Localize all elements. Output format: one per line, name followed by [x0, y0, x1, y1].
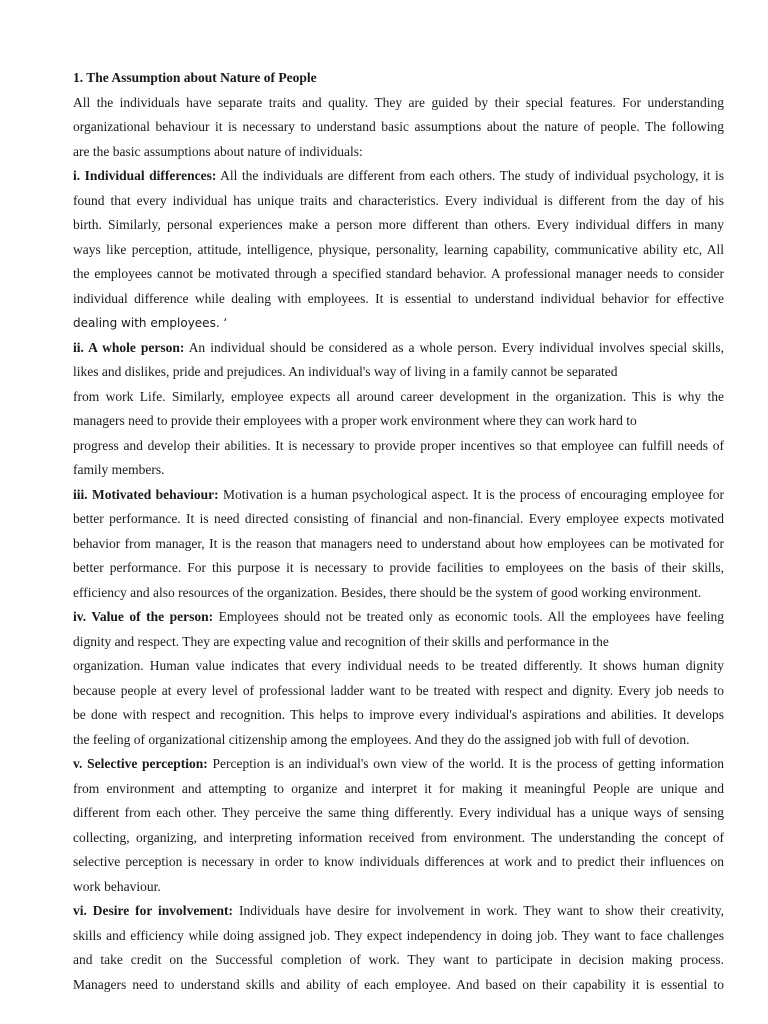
- section-title: 1. The Assumption about Nature of People: [73, 70, 317, 85]
- paragraph-line: better performance. For this purpose it is necessary to provide facilities to employees on the basis of their skills,: [73, 560, 724, 575]
- paragraph-line: birth. Similarly, personal experiences make a person more different than others. Every individual differs in many: [73, 217, 724, 232]
- paragraph-line: behavior from manager, It is the reason that managers need to understand about how employees can be motivated for: [73, 535, 724, 551]
- paragraph-line: dealing with employees. ‘: [73, 316, 228, 330]
- paragraph-line: likes and dislikes, pride and prejudices. An individual's way of living in a family cannot be separated: [73, 364, 618, 379]
- paragraph-line: because people at every level of professional ladder want to be treated with respect and dignity. Every job needs to: [73, 682, 724, 698]
- paragraph-text: All the individuals are different from each others. The study of individual psychology, it is: [216, 168, 725, 183]
- paragraph-line: selective perception is necessary in order to know individuals differences at work and to predict their influences on: [73, 854, 724, 869]
- value-of-person-first-line: [73, 605, 724, 630]
- paragraph-line: the feeling of organizational citizenship among the employees. And they do the assigned job with full of devotion.: [73, 731, 690, 747]
- paragraph-line: managers need to provide their employees with a proper work environment where they can work hard to: [73, 413, 637, 428]
- paragraph-line: found that every individual has unique traits and characteristics. Every individual is different from the day of his: [73, 192, 724, 208]
- paragraph-line: from work Life. Similarly, employee expects all around career development in the organization. This is why the: [73, 388, 724, 404]
- paragraph-line: organization. Human value indicates that every individual needs to be treated differently. It shows human dignity: [73, 658, 724, 673]
- paragraph-text: Individuals have desire for involvement in work. They want to show their creativity,: [233, 903, 725, 918]
- paragraph-line: family members.: [73, 462, 165, 477]
- intro-line: are the basic assumptions about nature of individuals:: [73, 143, 363, 159]
- intro-line: organizational behaviour it is necessary to understand basic assumptions about the nature of people. The following: [73, 119, 724, 134]
- whole-person-first-line: [73, 336, 724, 361]
- paragraph-line: skills and efficiency while doing assigned job. They expect independency in doing job. They want to face challenges: [73, 927, 724, 943]
- desire-for-involvement-heading: vi. Desire for involvement:: [73, 903, 234, 918]
- selective-perception-first-line: [73, 752, 724, 777]
- paragraph-line: collecting, organizing, and interpreting information received from environment. The understanding the concept of: [73, 829, 724, 845]
- paragraph-line: be done with respect and recognition. This helps to improve every individual's aspirations and abilities. It develops: [73, 707, 724, 722]
- individual-differences-first-line: [73, 164, 724, 189]
- paragraph-text: Perception is an individual's own view of the world. It is the process of getting information: [207, 756, 724, 771]
- paragraph-line: ways like perception, attitude, intelligence, physique, personality, learning capability, communicative ability etc, All: [73, 241, 724, 257]
- paragraph-text: Employees should not be treated only as economic tools. All the employees have feeling: [213, 609, 724, 624]
- paragraph-line: better performance. It is need directed consisting of financial and non-financial. Every employee expects motivated: [73, 511, 724, 526]
- motivated-behaviour-heading: iii. Motivated behaviour:: [73, 486, 219, 502]
- paragraph-line: and take credit on the Successful completion of work. They want to participate in decision making process.: [73, 952, 724, 967]
- desire-for-involvement-first-line: [73, 899, 724, 924]
- selective-perception-heading: v. Selective perception:: [73, 756, 208, 771]
- paragraph-line: efficiency and also resources of the organization. Besides, there should be the system of good working environment.: [73, 584, 702, 600]
- paragraph-line: the employees cannot be motivated through a specified standard behavior. A professional manager needs to consider: [73, 266, 724, 281]
- paragraph-line: Managers need to understand skills and ability of each employee. And based on their capability it is essential to: [73, 976, 724, 992]
- intro-line: All the individuals have separate traits and quality. They are guided by their special features. For understanding: [73, 94, 724, 110]
- paragraph-line: dignity and respect. They are expecting value and recognition of their skills and performance in the: [73, 633, 609, 649]
- paragraph-line: different from each other. They perceive the same thing differently. Every individual has a unique ways of sensing: [73, 805, 724, 820]
- whole-person-heading: ii. A whole person:: [73, 339, 185, 355]
- paragraph-line: individual difference while dealing with employees. It is essential to understand individual behavior for effective: [73, 290, 724, 306]
- paragraph-line: work behaviour.: [73, 878, 161, 894]
- paragraph-text: An individual should be considered as a whole person. Every individual involves special skills,: [184, 339, 724, 355]
- value-of-person-heading: iv. Value of the person:: [73, 609, 214, 624]
- individual-differences-heading: i. Individual differences:: [73, 168, 217, 183]
- paragraph-line: progress and develop their abilities. It is necessary to provide proper incentives so that employee can fulfill needs of: [73, 437, 724, 453]
- motivated-behaviour-first-line: [73, 483, 724, 508]
- paragraph-text: Motivation is a human psychological aspect. It is the process of encouraging employee for: [218, 486, 724, 502]
- paragraph-line: from environment and attempting to organize and interpret it for making it meaningful People are unique and: [73, 780, 724, 796]
